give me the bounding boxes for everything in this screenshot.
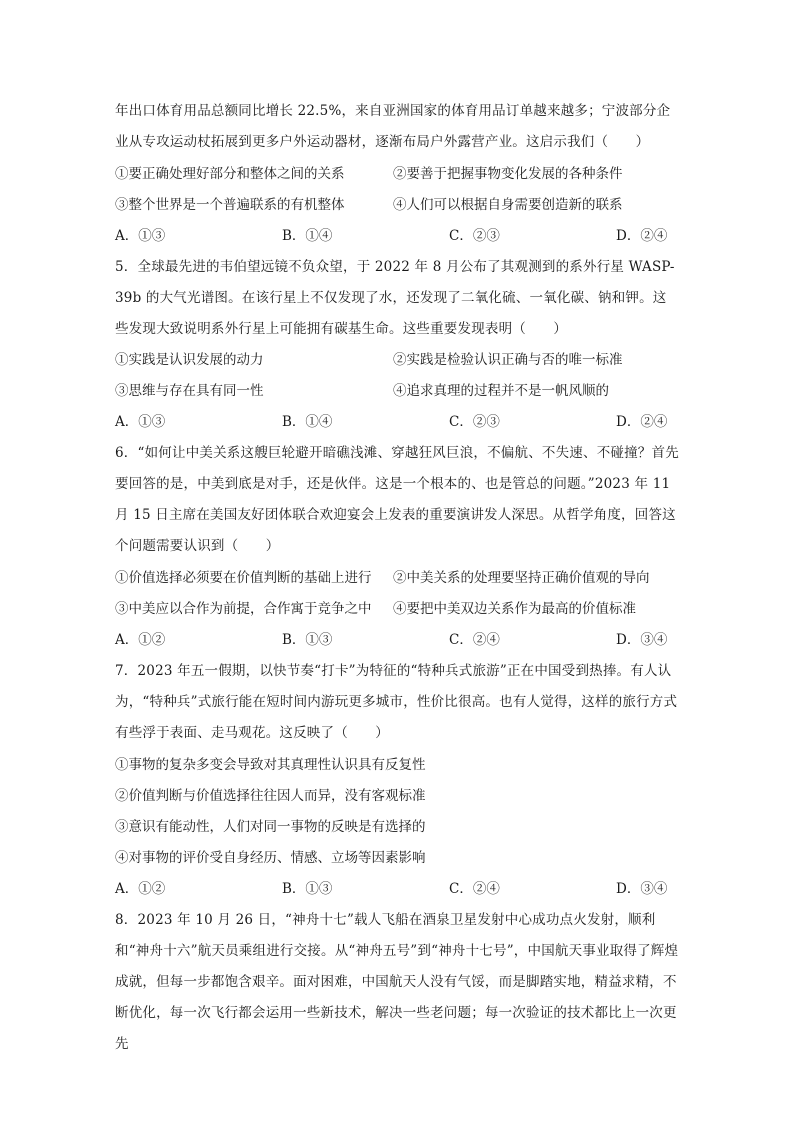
choice-b: B．①③ <box>282 632 333 648</box>
question-7-stem: 7．2023 年五一假期，以快节奏“打卡”为特征的“特种兵式旅游”正在中国受到热捧。有人认为，“特种兵”式旅行能在短时间内游玩更多城市，性价比很高。也有人觉得，这样的旅行方式有些浮于表面、走马观花。这反映了（ ） <box>115 663 678 741</box>
choice-b: B．①④ <box>282 414 333 430</box>
statement-3: ③意识有能动性，人们对同一事物的反映是有选择的 <box>115 819 426 835</box>
statement-4: ④对事物的评价受自身经历、情感、立场等因素影响 <box>115 850 426 866</box>
question-6-stem: 6．“如何让中美关系这艘巨轮避开暗礁浅滩、穿越狂风巨浪，不偏航、不失速、不碰撞？首先要回答的是，中美到底是对手，还是伙伴。这是一个根本的、也是管总的问题。”2023 年 11 月 15 日主席在美国友好团体联合欢迎宴会上发表的重要演讲发人深思。从哲学角度，回答这个问题需要认识到（ ） <box>115 445 679 554</box>
choice-a: A．①③ <box>115 228 166 244</box>
choice-d: D．②④ <box>616 228 668 244</box>
choice-a: A．①② <box>115 632 166 648</box>
statement-2: ②要善于把握事物变化发展的各种条件 <box>393 166 623 182</box>
statement-4: ④追求真理的过程并不是一帆风顺的 <box>393 383 609 399</box>
statement-1: ①价值选择必须要在价值判断的基础上进行 <box>115 570 372 586</box>
choice-d: D．③④ <box>616 881 668 897</box>
choice-c: C．②④ <box>449 881 500 897</box>
statement-3: ③整个世界是一个普遍联系的有机整体 <box>115 197 345 213</box>
choice-d: D．②④ <box>616 414 668 430</box>
question-5-stem: 5．全球最先进的韦伯望远镜不负众望，于 2022 年 8 月公布了其观测到的系外行星 WASP-39b 的大气光谱图。在该行星上不仅发现了水，还发现了二氧化硫、一氧化碳、钠和钾。这些发现大致说明系外行星上可能拥有碳基生命。这些重要发现表明（ ） <box>115 259 675 337</box>
statement-4: ④要把中美双边关系作为最高的价值标准 <box>393 601 636 617</box>
question-4-stem: 年出口体育用品总额同比增长 22.5%，来自亚洲国家的体育用品订单越来越多；宁波部分企业从专攻运动杖拓展到更多户外运动器材，逐渐布局户外露营产业。这启示我们（ ） <box>115 103 671 150</box>
choice-a: A．①② <box>115 881 166 897</box>
choice-b: B．①④ <box>282 228 333 244</box>
choice-c: C．②④ <box>449 632 500 648</box>
statement-2: ②中美关系的处理要坚持正确价值观的导向 <box>393 570 650 586</box>
statement-2: ②实践是检验认识正确与否的唯一标准 <box>393 352 623 368</box>
statement-3: ③中美应以合作为前提，合作寓于竞争之中 <box>115 601 372 617</box>
statement-1: ①实践是认识发展的动力 <box>115 352 264 368</box>
statement-2: ②价值判断与价值选择往往因人而异，没有客观标准 <box>115 788 426 804</box>
choice-d: D．③④ <box>616 632 668 648</box>
choice-a: A．①③ <box>115 414 166 430</box>
statement-3: ③思维与存在具有同一性 <box>115 383 264 399</box>
question-8-stem: 8．2023 年 10 月 26 日，“神舟十七”载人飞船在酒泉卫星发射中心成功点火发射，顺利和“神舟十六”航天员乘组进行交接。从“神舟五号”到“神舟十七号”，中国航天事业取得了辉煌成就，但每一步都饱含艰辛。面对困难，中国航天人没有气馁，而是脚踏实地，精益求精，不断优化，每一次飞行都会运用一些新技术，解决一些老问题；每一次验证的技术都比上一次更先 <box>115 912 679 1052</box>
statement-1: ①要正确处理好部分和整体之间的关系 <box>115 166 345 182</box>
choice-c: C．②③ <box>449 228 500 244</box>
statement-1: ①事物的复杂多变会导致对其真理性认识具有反复性 <box>115 757 426 773</box>
statement-4: ④人们可以根据自身需要创造新的联系 <box>393 197 623 213</box>
choice-b: B．①③ <box>282 881 333 897</box>
choice-c: C．②③ <box>449 414 500 430</box>
